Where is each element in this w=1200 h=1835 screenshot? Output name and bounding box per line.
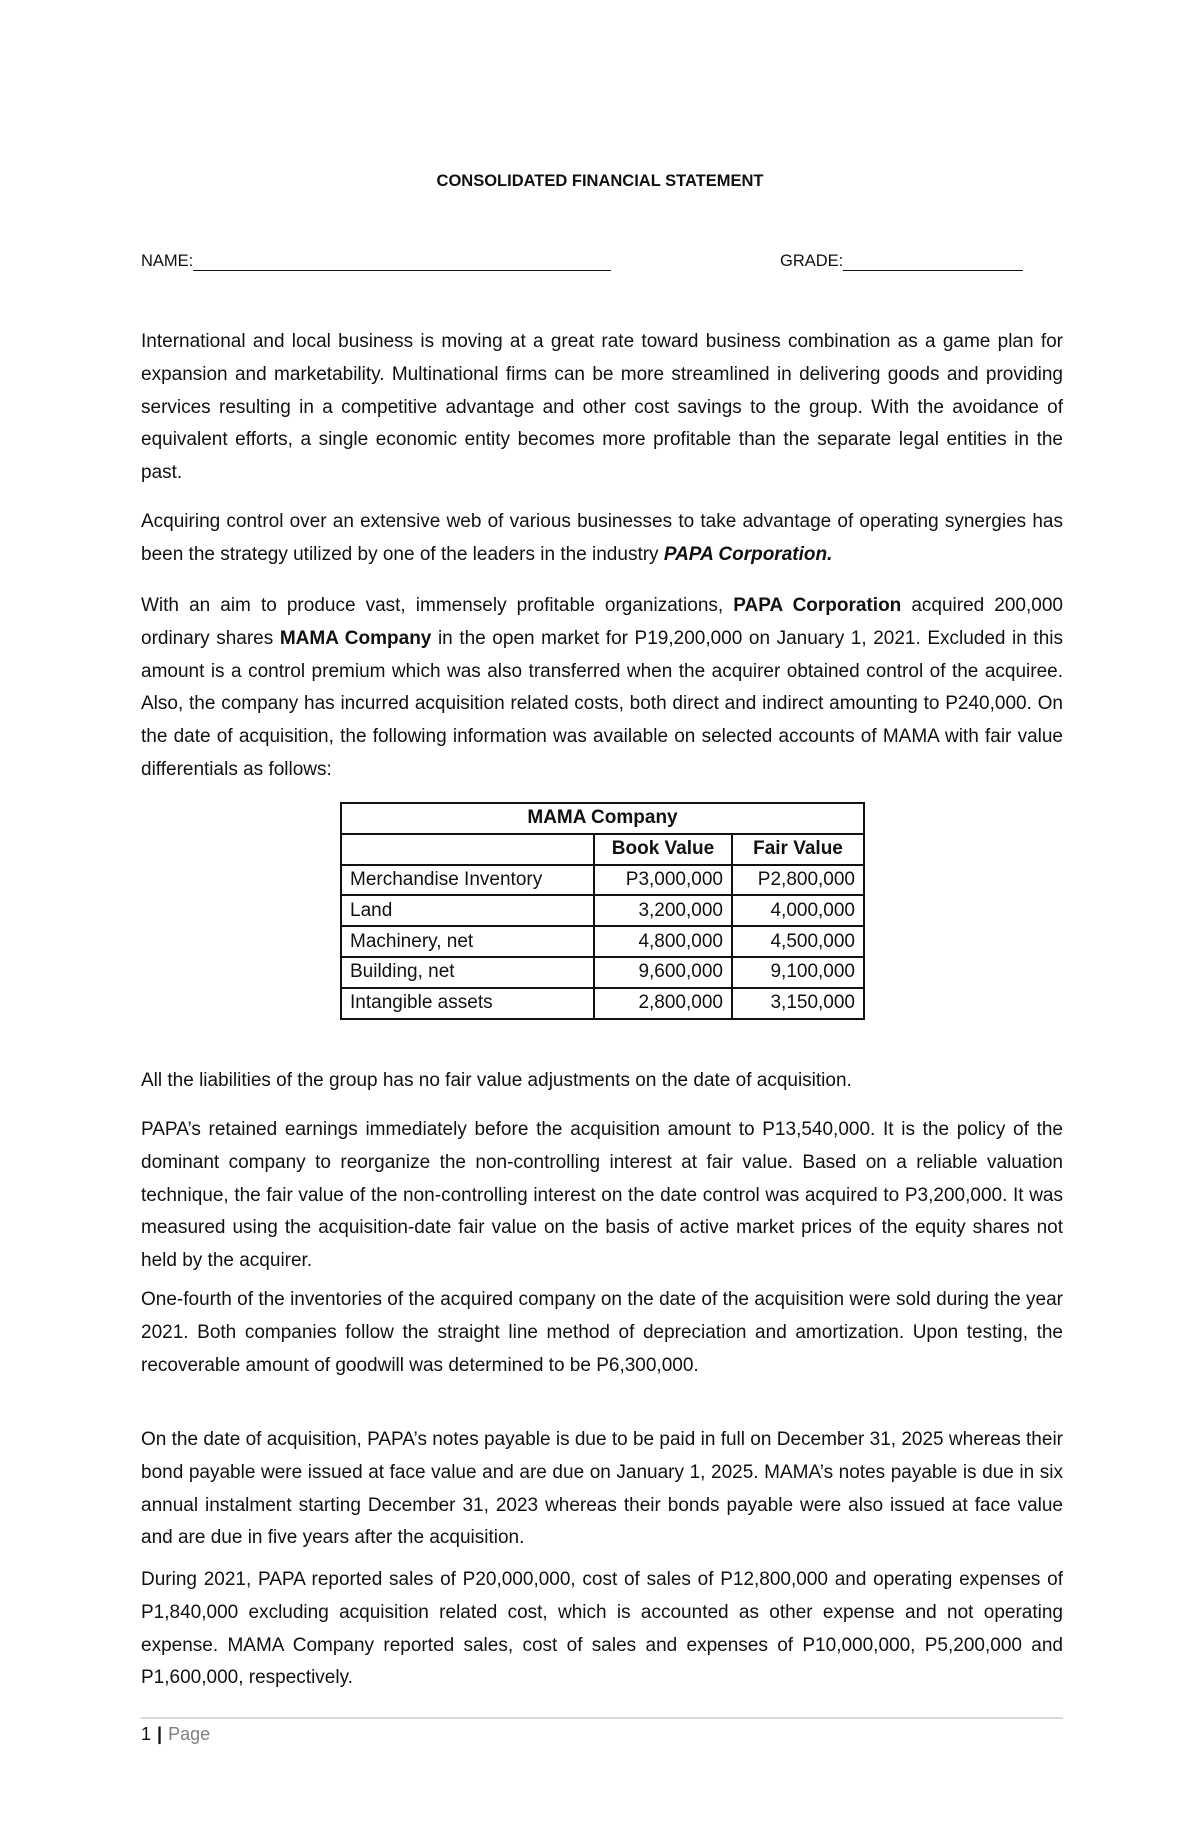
book-value: P3,000,000 [594, 865, 732, 896]
col-header-book: Book Value [594, 834, 732, 865]
text: in the open market for P19,200,000 on January 1, 2021. Excluded in this amount is a control premium which was also transferred when the acquirer obtained control of the acquiree. Also, the company has incurred acquisition related costs, both direct and indirect amounting to P240,000. On the date of acquisition, the following information was available on selected accounts of MAMA with fair value differentials as follows: [141, 627, 1063, 780]
paragraph-intro: International and local business is moving at a great rate toward business combination as a game plan for expansion and marketability. Multinational firms can be more streamlined in delivering goods and providing services resulting in a competitive advantage and other cost savings to the group. With the avoidance of equivalent efforts, a single economic entity becomes more profitable than the separate legal entities in the past. [141, 331, 1063, 484]
text: Acquiring control over an extensive web of various businesses to take advantage of operating synergies has been the strategy utilized by one of the leaders in the industry [141, 511, 1063, 565]
paragraph-payables: On the date of acquisition, PAPA’s notes payable is due to be paid in full on December 31, 2025 whereas their bond payable were issued at face value and are due on January 1, 2025. MAMA’s notes payable is due in six annual instalment starting December 31, 2023 whereas their bonds payable were also issued at face value and are due in five years after the acquisition. [141, 1429, 1063, 1549]
grade-label: GRADE: [780, 252, 844, 270]
table-row [341, 988, 864, 1019]
grade-blank [843, 253, 1023, 271]
mama-company-table [340, 802, 865, 1020]
table-caption: MAMA Company [341, 803, 864, 834]
row-label: Intangible assets [341, 988, 594, 1019]
paragraph-liabilities: All the liabilities of the group has no fair value adjustments on the date of acquisition. [141, 1070, 852, 1091]
document-title: CONSOLIDATED FINANCIAL STATEMENT [436, 172, 764, 190]
page-label: Page [168, 1724, 211, 1744]
fair-value: 3,150,000 [732, 988, 864, 1019]
company-name: PAPA Corporation [733, 595, 902, 616]
fair-value: P2,800,000 [732, 865, 864, 896]
row-label: Merchandise Inventory [341, 865, 594, 896]
page-number: 1 [141, 1724, 152, 1744]
company-name: MAMA Company [279, 627, 432, 649]
empty-cell [341, 834, 594, 865]
row-label: Machinery, net [341, 926, 594, 957]
table-row [341, 926, 864, 957]
grade-field [780, 252, 1023, 271]
name-field [141, 252, 611, 271]
paragraph-retained-earnings: PAPA’s retained earnings immediately before the acquisition amount to P13,540,000. It is the policy of the dominant company to reorganize the non-controlling interest at fair value. Based on a reliable valuation technique, the fair value of the non-controlling interest on the date control was acquired to P3,200,000. It was measured using the acquisition-date fair value on the basis of active market prices of the equity shares not held by the acquirer. [141, 1119, 1063, 1272]
footer-separator: | [157, 1724, 163, 1744]
text: acquired 200,000 ordinary shares [141, 595, 1063, 649]
paragraph-inventories: One-fourth of the inventories of the acquired company on the date of the acquisition were sold during the year 2021. Both companies follow the straight line method of depreciation and amortization. Upon testing, the recoverable amount of goodwill was determined to be P6,300,000. [141, 1289, 1063, 1376]
col-header-fair: Fair Value [732, 834, 864, 865]
company-name: PAPA Corporation. [663, 543, 833, 565]
book-value: 3,200,000 [594, 895, 732, 926]
row-label: Building, net [341, 957, 594, 988]
fair-value: 9,100,000 [732, 957, 864, 988]
row-label: Land [341, 895, 594, 926]
name-label: NAME: [141, 252, 194, 270]
book-value: 4,800,000 [594, 926, 732, 957]
table-row [341, 957, 864, 988]
book-value: 2,800,000 [594, 988, 732, 1019]
footer-divider [141, 1717, 1063, 1719]
paragraph-acquisition [141, 590, 1063, 787]
paragraph-strategy [141, 506, 1063, 572]
book-value: 9,600,000 [594, 957, 732, 988]
table-row [341, 895, 864, 926]
page-footer [141, 1724, 210, 1745]
name-blank [193, 253, 611, 271]
table-row [341, 865, 864, 896]
paragraph-2021-results: During 2021, PAPA reported sales of P20,000,000, cost of sales of P12,800,000 and operating expenses of P1,840,000 excluding acquisition related cost, which is accounted as other expense and not operating expense. MAMA Company reported sales, cost of sales and expenses of P10,000,000, P5,200,000 and P1,600,000, respectively. [141, 1569, 1063, 1689]
text: With an aim to produce vast, immensely profitable organizations, [141, 595, 734, 616]
fair-value: 4,000,000 [732, 895, 864, 926]
fair-value: 4,500,000 [732, 926, 864, 957]
